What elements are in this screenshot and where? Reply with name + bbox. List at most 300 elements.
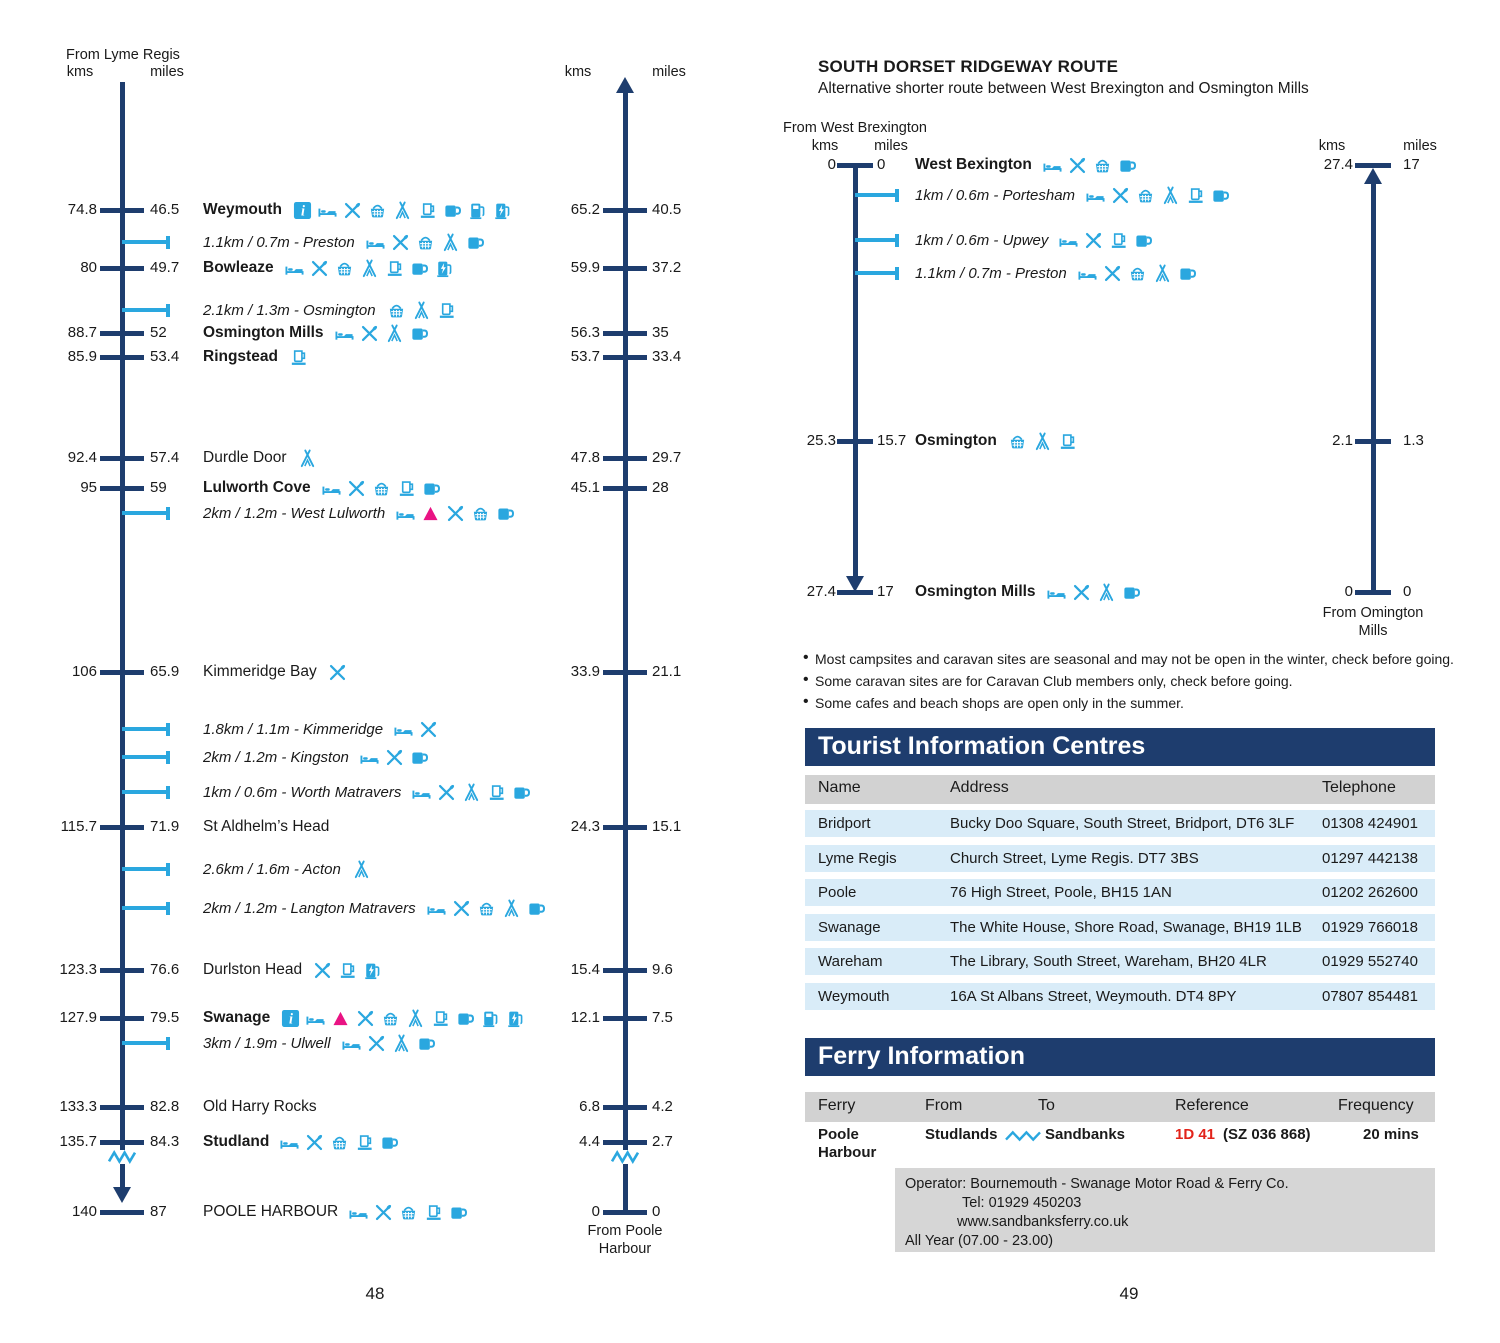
ferry-from-value: Studlands — [925, 1126, 998, 1143]
station-row — [203, 199, 512, 221]
bed-icon — [306, 1009, 325, 1028]
side-trail-bar — [122, 1041, 168, 1045]
table-row — [805, 810, 1435, 837]
ferry-operator-line: Operator: Bournemouth - Swanage Motor Road & Ferry Co. — [905, 1176, 1289, 1192]
station-row — [203, 816, 334, 838]
station-tick — [603, 456, 647, 461]
station-miles2-value: 2.7 — [652, 1133, 673, 1150]
side-trail-cap — [166, 751, 170, 764]
side-trail-label: 2km / 1.2m - Kingston — [203, 748, 349, 766]
cafe-icon — [417, 1034, 436, 1053]
station-row — [203, 1007, 525, 1029]
station-tick — [100, 355, 144, 360]
notes-list — [803, 650, 1483, 720]
table-row — [805, 879, 1435, 906]
tourist-cell-telephone: 07807 854481 — [1322, 988, 1418, 1005]
side-trail-label: 1.1km / 0.7m - Preston — [203, 233, 355, 251]
station-kms-value: 0 — [827, 156, 836, 173]
station-kms2-value: 2.1 — [1332, 432, 1353, 449]
station-name: Durlston Head — [203, 961, 303, 978]
pub-icon — [1109, 231, 1128, 250]
hostel-icon — [421, 504, 440, 523]
station-tick — [603, 968, 647, 973]
ferry-reference-grid: (SZ 036 868) — [1223, 1126, 1311, 1143]
ferry-operator-season: All Year — [905, 1233, 955, 1249]
camp-icon — [1097, 583, 1116, 602]
bed-icon — [318, 201, 337, 220]
cafe-icon — [410, 324, 429, 343]
tourist-cell-name: Weymouth — [818, 988, 890, 1005]
page48-kms-label: kms — [66, 64, 94, 80]
bed-icon — [1086, 186, 1105, 205]
station-kms2-value: 65.2 — [570, 201, 600, 218]
bed-icon — [412, 783, 431, 802]
station-name: Swanage — [203, 1009, 271, 1026]
side-trail-bar — [122, 240, 168, 244]
info-icon — [293, 201, 312, 220]
shop-icon — [335, 259, 354, 278]
station-row — [203, 1096, 322, 1118]
station-tick — [837, 439, 873, 444]
note-item: • Some caravan sites are for Caravan Club members only, check before going. — [803, 672, 1293, 690]
side-trail-cap — [166, 304, 170, 317]
page49-from-label: From West Brexington — [783, 120, 927, 136]
bed-icon — [1047, 583, 1066, 602]
page49-number: 49 — [1119, 1284, 1139, 1303]
station-kms2-value: 59.9 — [570, 259, 600, 276]
ev-icon — [435, 259, 454, 278]
station-kms2-value: 24.3 — [570, 818, 600, 835]
station-kms-value: 106 — [71, 663, 97, 680]
pub-icon — [289, 348, 308, 367]
pub-icon — [1058, 432, 1077, 451]
station-row — [915, 581, 1141, 603]
station-miles2-value: 9.6 — [652, 961, 673, 978]
cafe-icon — [1134, 231, 1153, 250]
station-row — [915, 430, 1077, 452]
food-icon — [343, 201, 362, 220]
ferry-reference-code: 1D 41 — [1175, 1126, 1216, 1143]
cafe-icon — [466, 233, 485, 252]
station-kms-value: 27.4 — [806, 583, 836, 600]
svg-text:i: i — [300, 203, 305, 220]
camp-icon — [298, 449, 317, 468]
station-kms2-value: 4.4 — [579, 1133, 600, 1150]
pub-icon — [1186, 186, 1205, 205]
station-miles2-value: 4.2 — [652, 1098, 673, 1115]
food-icon — [1068, 156, 1087, 175]
station-tick — [603, 670, 647, 675]
station-row — [203, 346, 308, 368]
camp-icon — [412, 301, 431, 320]
side-trail-row — [915, 184, 1230, 206]
station-row — [203, 322, 429, 344]
tourist-cell-address: 76 High Street, Poole, BH15 1AN — [950, 884, 1172, 902]
station-tick — [603, 825, 647, 830]
station-miles2-value: 15.1 — [652, 818, 682, 835]
ferry-name-line2: Harbour — [818, 1144, 877, 1161]
camp-icon — [352, 860, 371, 879]
route-line — [1371, 182, 1376, 592]
side-trail-bar — [122, 906, 168, 910]
station-name: Kimmeridge Bay — [203, 663, 317, 680]
note-item: • Most campsites and caravan sites are seasonal and may not be open in the winter, check before going. — [803, 650, 1454, 668]
pub-icon — [338, 961, 357, 980]
station-tick — [100, 670, 144, 675]
tourist-cell-name: Wareham — [818, 953, 883, 971]
station-miles-value: 65.9 — [150, 663, 180, 680]
food-icon — [1111, 186, 1130, 205]
cafe-icon — [1178, 264, 1197, 283]
station-name: Lulworth Cove — [203, 479, 311, 496]
pub-icon — [355, 1133, 374, 1152]
station-kms2-value: 0 — [591, 1203, 600, 1220]
ferry-wave-icon — [1005, 1129, 1041, 1147]
shop-icon — [1136, 186, 1155, 205]
cafe-icon — [422, 479, 441, 498]
cafe-icon — [1118, 156, 1137, 175]
route-break-icon — [611, 1150, 639, 1169]
shop-icon — [1128, 264, 1147, 283]
station-row — [203, 477, 441, 499]
station-miles-value: 71.9 — [150, 818, 180, 835]
ev-icon — [363, 961, 382, 980]
page49-footer-line2: Mills — [1358, 623, 1388, 639]
station-kms-value: 74.8 — [67, 201, 97, 218]
station-kms-value: 95 — [80, 479, 97, 496]
station-tick — [100, 331, 144, 336]
shop-icon — [368, 201, 387, 220]
ferry-info-panel — [805, 1038, 1435, 1258]
station-name: St Aldhelm’s Head — [203, 818, 330, 835]
shop-icon — [381, 1009, 400, 1028]
bed-icon — [322, 479, 341, 498]
tourist-cell-name: Swanage — [818, 918, 881, 936]
cafe-icon — [380, 1133, 399, 1152]
station-tick — [100, 1140, 144, 1145]
cafe-icon — [512, 783, 531, 802]
station-tick — [603, 331, 647, 336]
page49-axis2-kms-label: kms — [1318, 138, 1346, 154]
shop-icon — [1008, 432, 1027, 451]
station-miles-value: 57.4 — [150, 449, 180, 466]
food-icon — [305, 1133, 324, 1152]
pub-icon — [424, 1203, 443, 1222]
side-trail-row — [203, 718, 438, 740]
route-break-icon — [108, 1150, 136, 1169]
cafe-icon — [410, 259, 429, 278]
station-tick — [100, 208, 144, 213]
station-tick — [603, 208, 647, 213]
ferry-operator-web: www.sandbanksferry.co.uk — [957, 1214, 1129, 1230]
side-trail-label: 2.6km / 1.6m - Acton — [203, 860, 341, 878]
station-name: Weymouth — [203, 201, 282, 218]
tourist-cell-telephone: 01202 262600 — [1322, 884, 1418, 902]
station-miles2-value: 21.1 — [652, 663, 682, 680]
camp-icon — [1153, 264, 1172, 283]
side-trail-row — [203, 858, 371, 880]
station-row — [203, 257, 454, 279]
cafe-icon — [410, 748, 429, 767]
camp-icon — [393, 201, 412, 220]
station-kms-value: 127.9 — [59, 1009, 97, 1026]
station-row — [203, 661, 347, 683]
pub-icon — [418, 201, 437, 220]
ferry-col-to: To — [1038, 1097, 1055, 1114]
side-trail-bar — [855, 238, 897, 242]
station-kms2-value: 53.7 — [570, 348, 600, 365]
tourist-cell-telephone: 01929 766018 — [1322, 918, 1418, 936]
fuel-icon — [468, 201, 487, 220]
bed-icon — [1043, 156, 1062, 175]
page49-footer-line1: From Omington — [1322, 605, 1424, 621]
station-name: Osmington — [915, 432, 997, 449]
station-name: West Bexington — [915, 156, 1032, 173]
side-trail-label: 1km / 0.6m - Upwey — [915, 231, 1049, 249]
pub-icon — [431, 1009, 450, 1028]
shop-icon — [416, 233, 435, 252]
bed-icon — [349, 1203, 368, 1222]
station-miles-value: 76.6 — [150, 961, 180, 978]
camp-icon — [441, 233, 460, 252]
ferry-frequency-value: 20 mins — [1363, 1126, 1419, 1143]
tourist-cell-telephone: 01297 442138 — [1322, 849, 1418, 867]
table-row — [805, 948, 1435, 975]
side-trail-cap — [166, 236, 170, 249]
station-kms-value: 115.7 — [60, 818, 97, 835]
tourist-cell-name: Poole — [818, 884, 857, 902]
page48-miles-label: miles — [150, 64, 184, 80]
tourist-info-header-row — [805, 775, 1435, 804]
page49-title: SOUTH DORSET RIDGEWAY ROUTE — [818, 57, 1119, 76]
tourist-info-title-band — [805, 728, 1435, 766]
info-icon — [281, 1009, 300, 1028]
side-trail-cap — [166, 1037, 170, 1050]
route-line — [120, 82, 125, 1189]
station-miles2-value: 29.7 — [652, 449, 682, 466]
tourist-cell-name: Lyme Regis — [818, 849, 897, 867]
ferry-name-line1: Poole — [818, 1126, 859, 1143]
tourist-cell-address: The White House, Shore Road, Swanage, BH19 1LB — [950, 918, 1302, 936]
station-kms-value: 80 — [80, 259, 97, 276]
station-tick — [837, 590, 873, 595]
station-miles-value: 53.4 — [150, 348, 180, 365]
tourist-col-telephone: Telephone — [1322, 779, 1396, 796]
station-tick — [837, 163, 873, 168]
tourist-col-name: Name — [818, 779, 861, 796]
station-tick — [100, 968, 144, 973]
station-name: POOLE HARBOUR — [203, 1203, 339, 1220]
bed-icon — [427, 899, 446, 918]
cafe-icon — [1211, 186, 1230, 205]
station-kms-value: 123.3 — [59, 961, 97, 978]
note-item: • Some cafes and beach shops are open only in the summer. — [803, 694, 1184, 712]
station-tick — [100, 456, 144, 461]
tourist-cell-address: 16A St Albans Street, Weymouth. DT4 8PY — [950, 988, 1237, 1005]
station-kms-value: 133.3 — [59, 1098, 97, 1115]
bed-icon — [285, 259, 304, 278]
station-name: Osmington Mills — [915, 583, 1036, 600]
tourist-info-title: Tourist Information Centres — [818, 732, 1146, 760]
food-icon — [437, 783, 456, 802]
station-kms2-value: 45.1 — [570, 479, 600, 496]
food-icon — [1084, 231, 1103, 250]
food-icon — [391, 233, 410, 252]
station-tick — [100, 266, 144, 271]
station-tick — [603, 486, 647, 491]
camp-icon — [1161, 186, 1180, 205]
food-icon — [446, 504, 465, 523]
table-row — [805, 845, 1435, 872]
ferry-operator-tel: Tel: 01929 450203 — [962, 1195, 1082, 1211]
station-kms-value: 135.7 — [59, 1133, 97, 1150]
side-trail-label: 2km / 1.2m - Langton Matravers — [203, 899, 416, 917]
table-row — [805, 983, 1435, 1010]
side-trail-row — [203, 299, 456, 321]
station-miles-value: 17 — [877, 583, 894, 600]
station-kms-value: 140 — [71, 1203, 97, 1220]
route-arrow-down — [113, 1187, 131, 1203]
food-icon — [347, 479, 366, 498]
page49-kms-label: kms — [811, 138, 839, 154]
ferry-operator-box — [895, 1168, 1435, 1252]
station-miles-value: 49.7 — [150, 259, 180, 276]
camp-icon — [502, 899, 521, 918]
station-kms2-value: 33.9 — [570, 663, 600, 680]
station-kms-value: 92.4 — [67, 449, 97, 466]
tourist-info-panel — [805, 728, 1435, 1018]
food-icon — [1072, 583, 1091, 602]
station-tick — [603, 1210, 647, 1215]
station-name: Durdle Door — [203, 449, 287, 466]
bed-icon — [335, 324, 354, 343]
side-trail-bar — [122, 308, 168, 312]
side-trail-bar — [122, 511, 168, 515]
station-miles2-value: 0 — [652, 1203, 661, 1220]
station-miles-value: 84.3 — [150, 1133, 180, 1150]
ferry-col-ferry: Ferry — [818, 1097, 856, 1114]
station-miles2-value: 1.3 — [1403, 432, 1424, 449]
bed-icon — [1078, 264, 1097, 283]
station-miles2-value: 33.4 — [652, 348, 682, 365]
side-trail-cap — [166, 902, 170, 915]
side-trail-bar — [855, 271, 897, 275]
side-trail-cap — [895, 189, 899, 202]
station-miles2-value: 17 — [1403, 156, 1420, 173]
tourist-col-address: Address — [950, 779, 1009, 796]
food-icon — [367, 1034, 386, 1053]
bed-icon — [360, 748, 379, 767]
cafe-icon — [527, 899, 546, 918]
station-name: Ringstead — [203, 348, 278, 365]
camp-icon — [385, 324, 404, 343]
station-miles-value: 79.5 — [150, 1009, 180, 1026]
page48-number: 48 — [365, 1284, 385, 1303]
side-trail-bar — [122, 727, 168, 731]
station-kms2-value: 15.4 — [570, 961, 600, 978]
cafe-icon — [449, 1203, 468, 1222]
pub-icon — [437, 301, 456, 320]
page48-axis2-miles-label: miles — [652, 64, 686, 80]
side-trail-cap — [166, 723, 170, 736]
page48-footer-line1: From Poole — [587, 1223, 663, 1239]
station-kms2-value: 0 — [1344, 583, 1353, 600]
side-trail-label: 2.1km / 1.3m - Osmington — [203, 301, 376, 319]
bed-icon — [280, 1133, 299, 1152]
bed-icon — [366, 233, 385, 252]
station-miles2-value: 35 — [652, 324, 669, 341]
food-icon — [313, 961, 332, 980]
station-miles2-value: 37.2 — [652, 259, 682, 276]
station-kms-value: 88.7 — [67, 324, 97, 341]
food-icon — [310, 259, 329, 278]
station-tick — [603, 1105, 647, 1110]
station-row — [203, 959, 382, 981]
station-tick — [100, 486, 144, 491]
station-name: Old Harry Rocks — [203, 1098, 317, 1115]
station-name: Osmington Mills — [203, 324, 324, 341]
bed-icon — [394, 720, 413, 739]
side-trail-label: 3km / 1.9m - Ulwell — [203, 1034, 331, 1052]
station-row — [203, 1131, 399, 1153]
cafe-icon — [456, 1009, 475, 1028]
table-row — [805, 914, 1435, 941]
side-trail-label: 1.1km / 0.7m - Preston — [915, 264, 1067, 282]
side-trail-bar — [122, 867, 168, 871]
ferry-col-reference: Reference — [1175, 1097, 1249, 1114]
ferry-header-row — [805, 1092, 1435, 1122]
station-miles2-value: 7.5 — [652, 1009, 673, 1026]
station-tick — [603, 1140, 647, 1145]
shop-icon — [471, 504, 490, 523]
station-row — [203, 1201, 468, 1223]
station-miles-value: 59 — [150, 479, 167, 496]
station-kms-value: 85.9 — [67, 348, 97, 365]
side-trail-row — [203, 502, 515, 524]
fuel-icon — [481, 1009, 500, 1028]
bed-icon — [1059, 231, 1078, 250]
cafe-icon — [1122, 583, 1141, 602]
station-tick — [100, 1016, 144, 1021]
station-row — [203, 447, 317, 469]
side-trail-row — [915, 229, 1153, 251]
shop-icon — [1093, 156, 1112, 175]
station-miles-value: 46.5 — [150, 201, 180, 218]
station-row — [915, 154, 1137, 176]
pub-icon — [487, 783, 506, 802]
food-icon — [356, 1009, 375, 1028]
side-trail-cap — [895, 267, 899, 280]
bed-icon — [342, 1034, 361, 1053]
side-trail-bar — [122, 790, 168, 794]
station-miles2-value: 28 — [652, 479, 669, 496]
tourist-cell-telephone: 01929 552740 — [1322, 953, 1418, 971]
station-miles2-value: 0 — [1403, 583, 1412, 600]
page48-footer-line2: Harbour — [598, 1241, 652, 1257]
camp-icon — [462, 783, 481, 802]
camp-icon — [360, 259, 379, 278]
tourist-cell-name: Bridport — [818, 815, 871, 832]
route-line — [853, 165, 858, 578]
camp-icon — [1033, 432, 1052, 451]
station-miles-value: 82.8 — [150, 1098, 180, 1115]
station-miles-value: 0 — [877, 156, 886, 173]
station-miles-value: 52 — [150, 324, 167, 341]
station-tick — [1355, 590, 1391, 595]
shop-icon — [387, 301, 406, 320]
shop-icon — [399, 1203, 418, 1222]
side-trail-cap — [166, 863, 170, 876]
